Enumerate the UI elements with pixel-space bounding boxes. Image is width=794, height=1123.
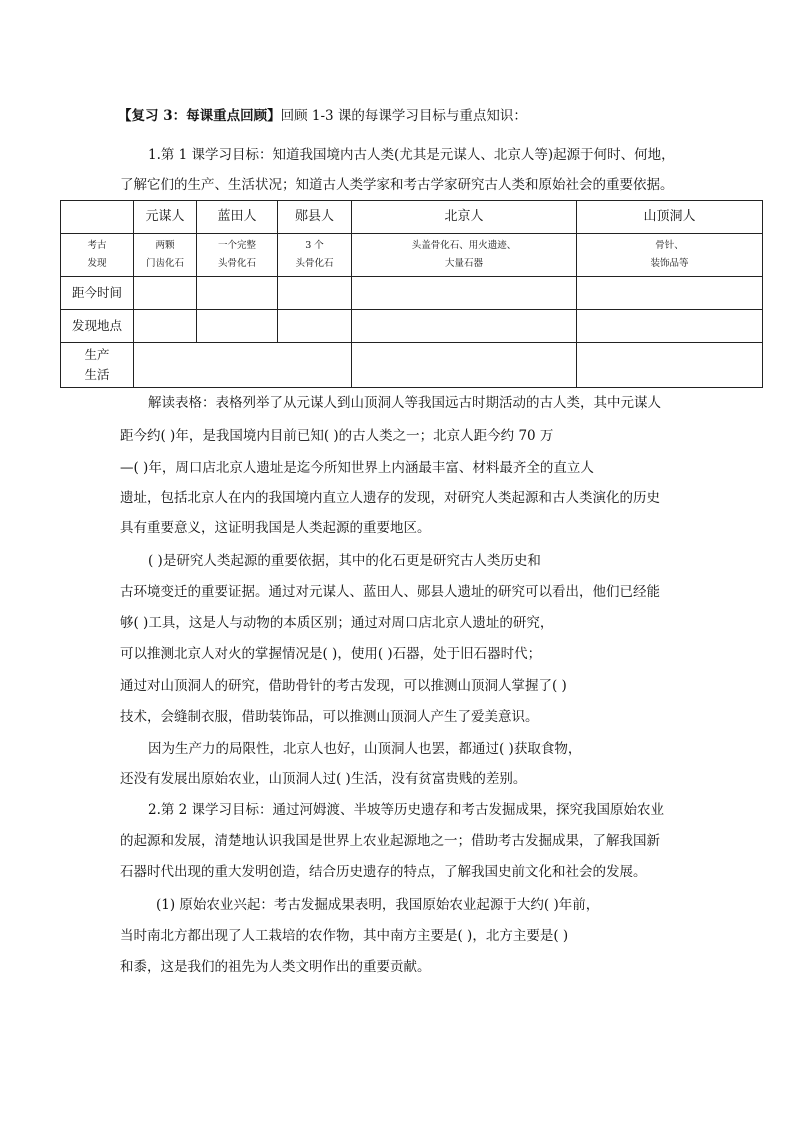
time-yunxian-cell[interactable] bbox=[278, 277, 352, 310]
time-shandingdong-cell[interactable] bbox=[577, 277, 763, 310]
table-header-row bbox=[61, 201, 763, 234]
place-yunxian-cell[interactable] bbox=[278, 310, 352, 343]
para1-line-2: 距今约( )年，是我国境内目前已知( )的古人类之一；北京人距今约 70 万 bbox=[120, 428, 554, 444]
finds-yunxian: 3 个 头骨化石 bbox=[278, 234, 352, 277]
para2-line-2: 古环境变迁的重要证据。通过对元谋人、蓝田人、郧县人遗址的研究可以看出，他们已经能 bbox=[120, 584, 660, 600]
review-line bbox=[118, 106, 527, 126]
para2-line-6: 技术，会缝制衣服，借助装饰品，可以推测山顶洞人产生了爱美意识。 bbox=[120, 709, 539, 725]
row-label-place: 发现地点 bbox=[61, 310, 134, 343]
review-heading: 【复习 3：每课重点回顾】 bbox=[118, 108, 281, 124]
table-row-finds bbox=[61, 234, 763, 277]
table-row-life bbox=[61, 343, 763, 388]
life-beijing-cell[interactable] bbox=[352, 343, 577, 388]
finds-lantian: 一个完整 头骨化石 bbox=[197, 234, 278, 277]
finds-shandingdong: 骨针、 装饰品等 bbox=[577, 234, 763, 277]
lesson1-goal-line-1: 1.第 1 课学习目标：知道我国境内古人类(尤其是元谋人、北京人等)起源于何时、何地， bbox=[148, 147, 675, 163]
para4-line-2: 当时南北方都出现了人工栽培的农作物，其中南方主要是( )，北方主要是( ) bbox=[120, 928, 569, 944]
para3-line-1: 因为生产力的局限性，北京人也好，山顶洞人也罢，都通过( )获取食物， bbox=[148, 741, 582, 757]
lesson2-goal-line-3: 石器时代出现的重大发明创造，结合历史遗存的特点，了解我国史前文化和社会的发展。 bbox=[120, 864, 647, 880]
para2-line-4: 可以推测北京人对火的掌握情况是( )，使用( )石器，处于旧石器时代； bbox=[120, 646, 542, 662]
finds-yuanmou: 两颗 门齿化石 bbox=[134, 234, 197, 277]
lesson2-goal-line-1: 2.第 2 课学习目标：通过河姆渡、半坡等历史遗存和考古发掘成果，探究我国原始农业 bbox=[148, 802, 665, 818]
lesson1-goal-line-2: 了解它们的生产、生活状况；知道古人类学家和考古学家研究古人类和原始社会的重要依据。 bbox=[120, 177, 674, 193]
para1-line-3: —( )年，周口店北京人遗址是迄今所知世界上内涵最丰富、材料最齐全的直立人 bbox=[120, 460, 594, 476]
para1-line-5: 具有重要意义，这证明我国是人类起源的重要地区。 bbox=[120, 520, 431, 536]
para4-line-3: 和黍，这是我们的祖先为人类文明作出的重要贡献。 bbox=[120, 959, 431, 975]
row-label-finds: 考古 发现 bbox=[61, 234, 134, 277]
para2-line-3: 够( )工具，这是人与动物的本质区别；通过对周口店北京人遗址的研究， bbox=[120, 615, 554, 631]
place-shandingdong-cell[interactable] bbox=[577, 310, 763, 343]
para1-line-4: 遗址，包括北京人在内的我国境内直立人遗存的发现，对研究人类起源和古人类演化的历史 bbox=[120, 490, 660, 506]
time-yuanmou-cell[interactable] bbox=[134, 277, 197, 310]
para3-line-2: 还没有发展出原始农业，山顶洞人过( )生活，没有贫富贵贱的差别。 bbox=[120, 771, 527, 787]
time-lantian-cell[interactable] bbox=[197, 277, 278, 310]
table-row-place bbox=[61, 310, 763, 343]
header-yunxian: 郧县人 bbox=[278, 201, 352, 234]
lesson2-goal-line-2: 的起源和发展，清楚地认识我国是世界上农业起源地之一；借助考古发掘成果，了解我国新 bbox=[120, 833, 660, 849]
life-shandingdong-cell[interactable] bbox=[577, 343, 763, 388]
review-intro: 回顾 1-3 课的每课学习目标与重点知识： bbox=[280, 108, 527, 124]
place-beijing-cell[interactable] bbox=[352, 310, 577, 343]
table-row-time bbox=[61, 277, 763, 310]
finds-beijing: 头盖骨化石、用火遗迹、 大量石器 bbox=[352, 234, 577, 277]
life-yuanmou-to-yunxian-cell[interactable] bbox=[134, 343, 352, 388]
para4-line-1: (1) 原始农业兴起：考古发掘成果表明，我国原始农业起源于大约( )年前， bbox=[156, 897, 600, 913]
row-label-life: 生产 生活 bbox=[61, 343, 134, 388]
header-blank-cell bbox=[61, 201, 134, 234]
time-beijing-cell[interactable] bbox=[352, 277, 577, 310]
place-yuanmou-cell[interactable] bbox=[134, 310, 197, 343]
para1-line-1: 解读表格：表格列举了从元谋人到山顶洞人等我国远古时期活动的古人类，其中元谋人 bbox=[148, 395, 661, 411]
para2-line-1: ( )是研究人类起源的重要依据，其中的化石更是研究古人类历史和 bbox=[148, 553, 541, 569]
header-beijing: 北京人 bbox=[352, 201, 577, 234]
header-shandingdong: 山顶洞人 bbox=[577, 201, 763, 234]
ancient-humans-table bbox=[60, 200, 763, 388]
row-label-time: 距今时间 bbox=[61, 277, 134, 310]
place-lantian-cell[interactable] bbox=[197, 310, 278, 343]
header-yuanmou: 元谋人 bbox=[134, 201, 197, 234]
header-lantian: 蓝田人 bbox=[197, 201, 278, 234]
para2-line-5: 通过对山顶洞人的研究，借助骨针的考古发现，可以推测山顶洞人掌握了( ) bbox=[120, 678, 567, 694]
